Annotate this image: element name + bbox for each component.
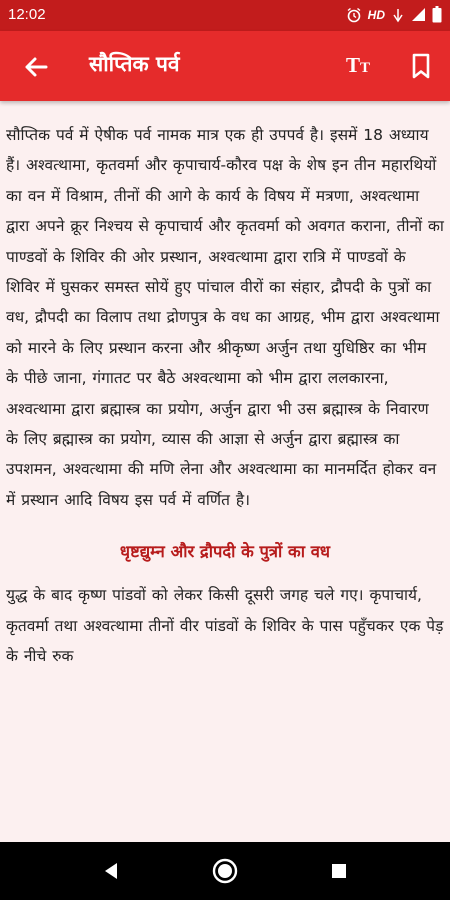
- nav-home-icon: [210, 856, 240, 886]
- back-button[interactable]: [20, 51, 52, 83]
- vibrate-icon: [391, 7, 405, 23]
- nav-recents-icon: [324, 856, 354, 886]
- bookmark-icon: [406, 51, 436, 81]
- app-bar: [0, 31, 450, 101]
- intro-paragraph: सौप्तिक पर्व में ऐषीक पर्व नामक मात्र एक ही उपपर्व है। इसमें 18 अध्याय हैं। अश्वत्थामा, कृतवर्मा और कृपाचार्य-कौरव पक्ष के शेष इन तीन महारथियों का वन में विश्राम, तीनों की आगे के कार्य के विषय में मत्रणा, अश्वत्थामा द्वारा अपने क्रूर निश्चय से कृपाचार्य और कृतवर्मा को अवगत कराना, तीनों का पाण्डवों के शिविर की ओर प्रस्थान, अश्वत्थामा द्वारा रात्रि में पाण्डवों के शिविर में घुसकर समस्त सोयें हुए पांचाल वीरों का संहार, द्रौपदी के पुत्रों का वध, द्रौपदी का विलाप तथा द्रोणपुत्र के वध का आग्रह, भीम द्वारा अश्वत्थामा को मारने के लिए प्रस्थान करना और श्रीकृष्ण अर्जुन तथा युधिष्ठिर का भीम के पीछे जाना, गंगातट पर बैठे अश्वत्थामा को भीम द्वारा ललकारना, अश्वत्थामा द्वारा ब्रह्मास्त्र का प्रयोग, अर्जुन द्वारा भी उस ब्रह्मास्त्र के निवारण के लिए ब्रह्मास्त्र का प्रयोग, व्यास की आज्ञा से अर्जुन द्वारा ब्रह्मास्त्र का उपशमन, अश्वत्थामा की मणि लेना और अश्वत्थामा का मानमर्दित होकर वन में प्रस्थान आदि विषय इस पर्व में वर्णित है।: [6, 126, 444, 509]
- battery-icon: [432, 6, 442, 23]
- back-arrow-icon: [20, 51, 52, 83]
- nav-back-button[interactable]: [96, 856, 126, 886]
- page-title: सौप्तिक पर्व: [89, 52, 180, 76]
- section-heading: धृष्टद्युम्न और द्रौपदी के पुत्रों का वध: [119, 542, 331, 562]
- status-icons: [346, 6, 442, 23]
- bookmark-button[interactable]: [406, 51, 436, 81]
- nav-home-button[interactable]: [210, 856, 240, 886]
- alarm-icon: [346, 7, 362, 23]
- signal-icon: [411, 7, 426, 22]
- article-content[interactable]: [0, 101, 450, 842]
- nav-back-icon: [96, 856, 126, 886]
- status-time: 12:02: [8, 6, 46, 23]
- section-paragraph: युद्ध के बाद कृष्ण पांडवों को लेकर किसी दूसरी जगह चले गए। कृपाचार्य, कृतवर्मा तथा अश्वत्थामा तीनों वीर पांडवों के शिविर के पास पहुँचकर एक पेड़ के नीचे रुक: [6, 586, 444, 666]
- text-size-icon: TT: [346, 53, 371, 77]
- text-size-button[interactable]: [346, 53, 370, 81]
- hd-label: HD: [367, 7, 385, 22]
- nav-recents-button[interactable]: [324, 856, 354, 886]
- status-bar: [0, 0, 450, 31]
- navigation-bar: [0, 842, 450, 900]
